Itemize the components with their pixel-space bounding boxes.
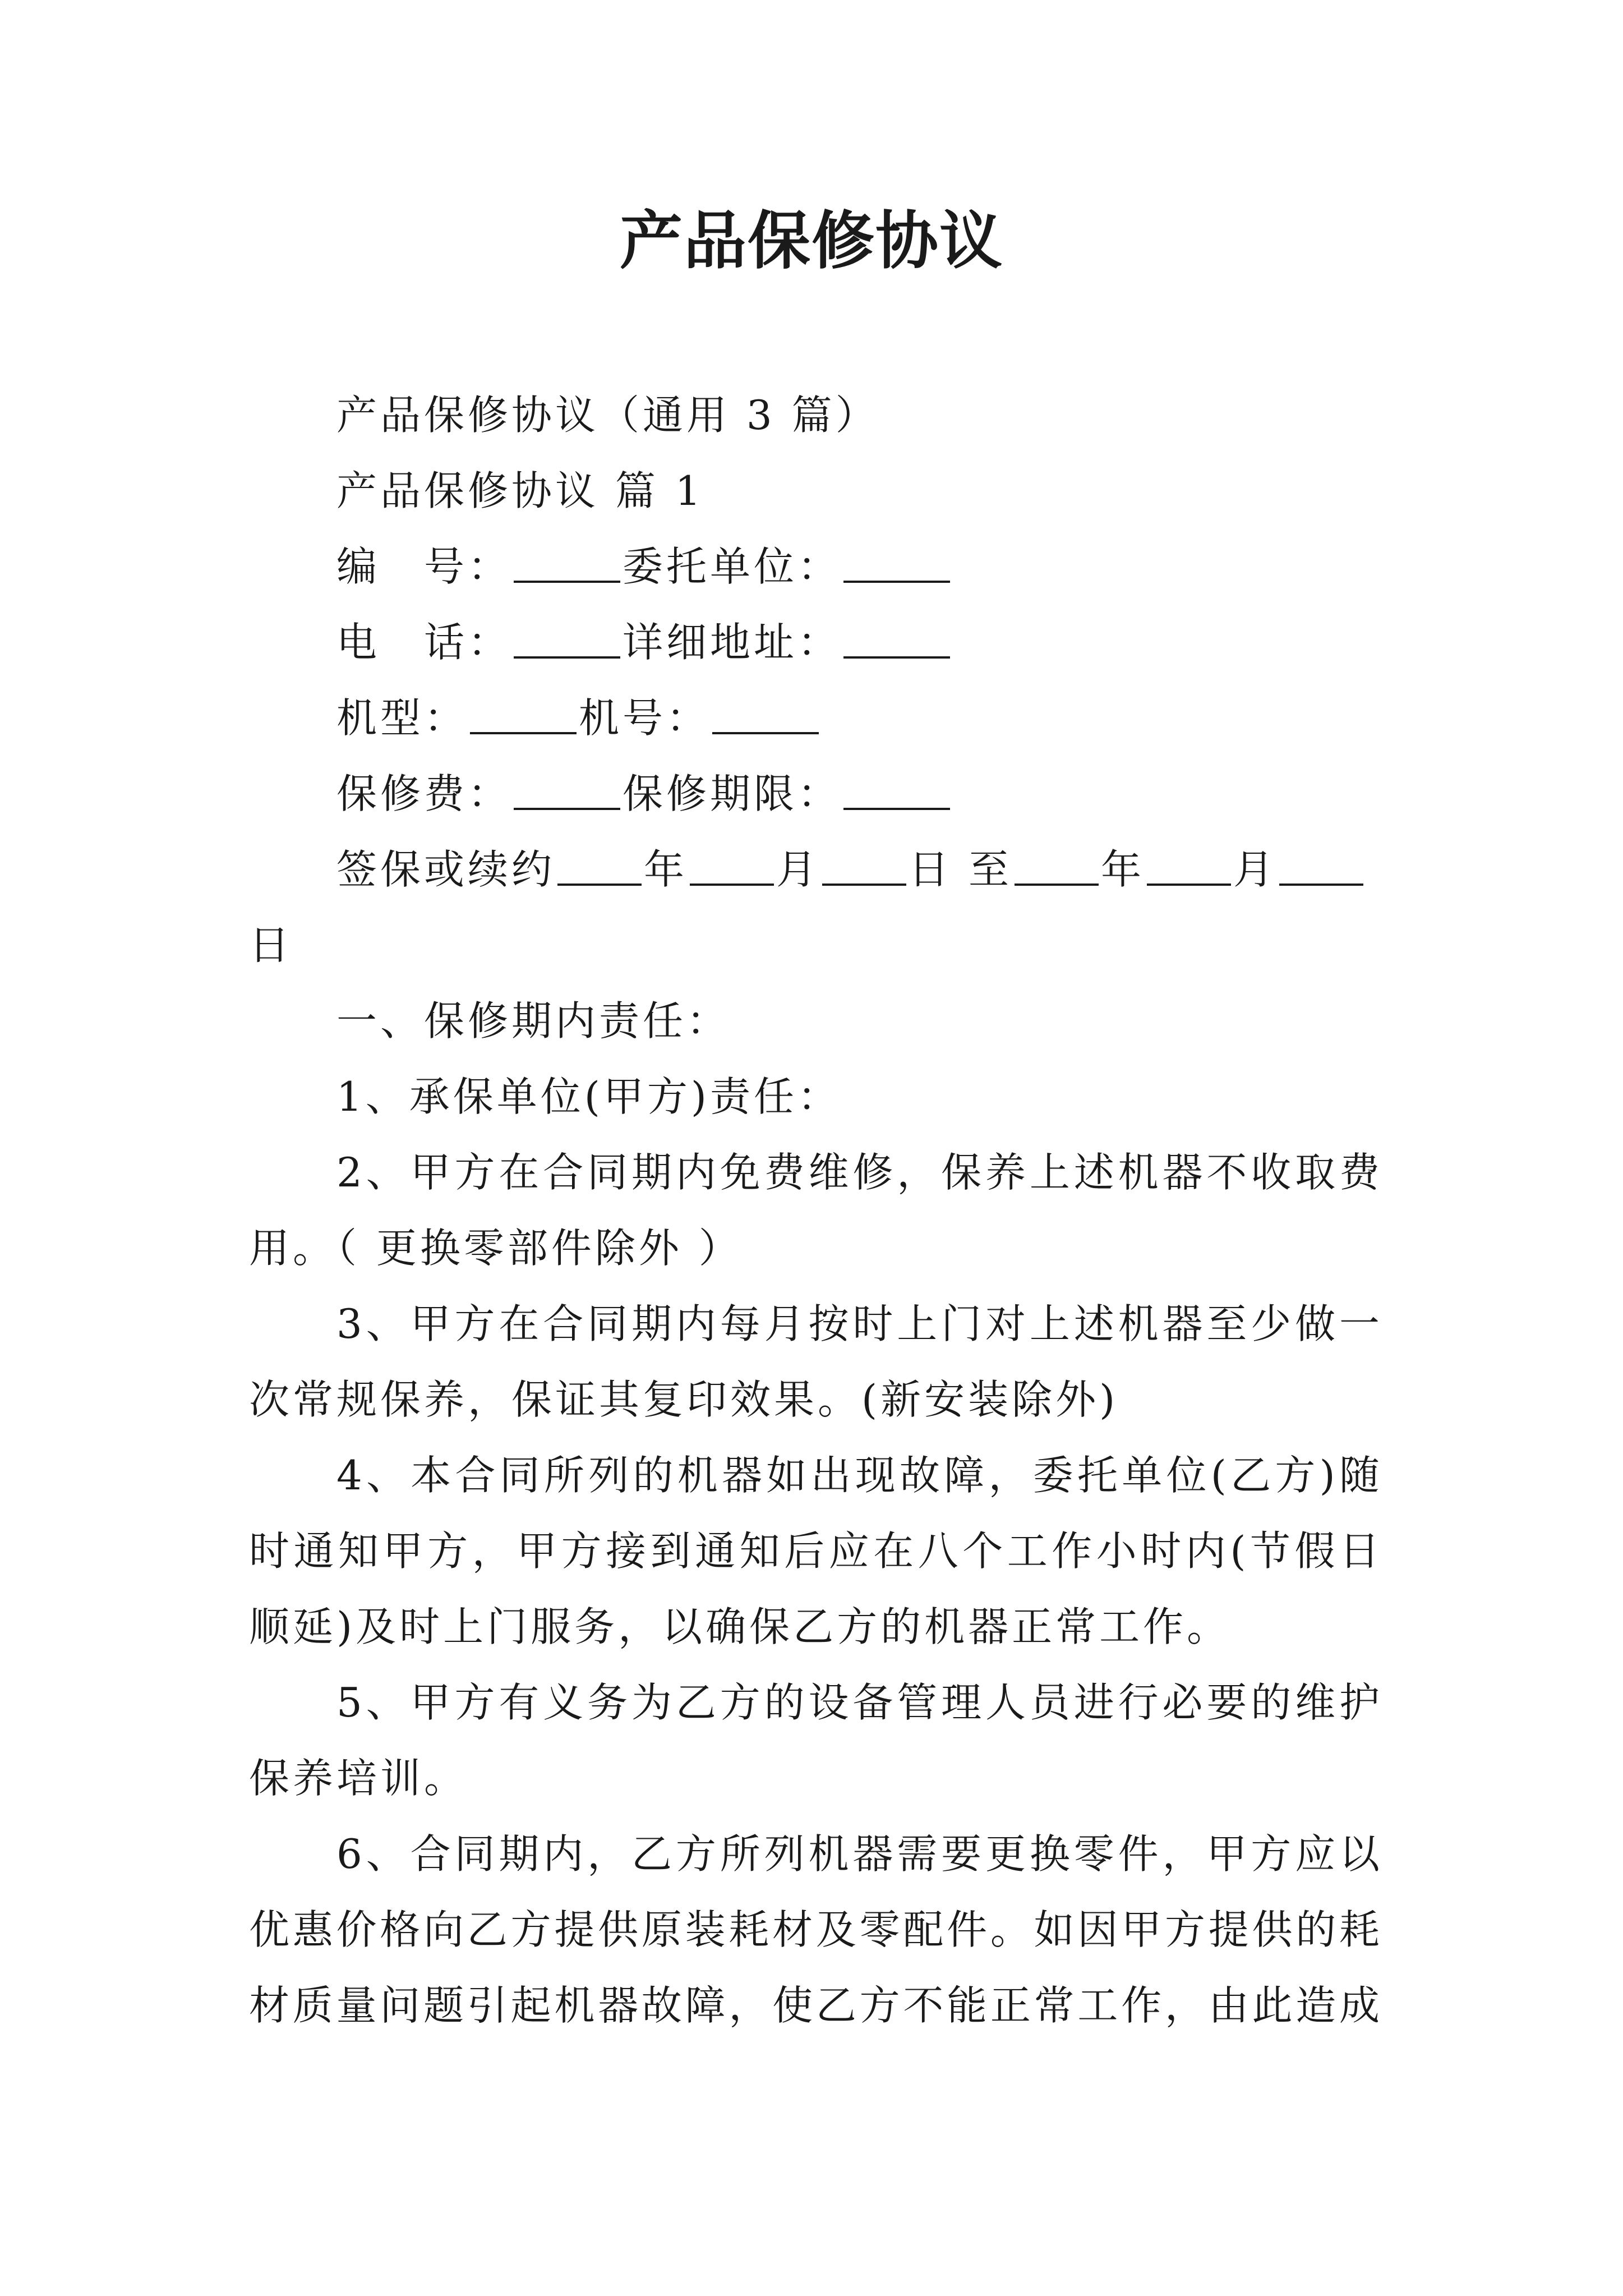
period-label: 保修期限： [623,770,842,817]
paragraph-line: 保养培训。 [249,1755,468,1802]
section-heading: 一、保修期内责任： [336,997,731,1045]
document-title: 产品保修协议 [620,204,1003,278]
address-blank [843,624,950,659]
form-line-serial [336,539,952,595]
fee-label: 保修费： [336,770,512,817]
period-blank [843,775,950,810]
paragraph-line: 顺延)及时上门服务，以确保乙方的机器正常工作。 [249,1603,1231,1650]
form-line-phone [336,614,952,670]
blank [690,851,774,886]
part-heading: 产品保修协议 篇 1 [336,467,704,514]
blank [1147,851,1231,886]
address-label: 详细地址： [623,619,842,666]
fee-blank [514,775,620,810]
blank [1279,851,1363,886]
paragraph-line: 4、本合同所列的机器如出现故障，委托单位(乙方)随 [336,1452,1380,1499]
blank [822,851,906,886]
form-line-model [336,690,821,746]
to-label: 至 [968,846,1012,893]
form-line-fee [336,766,952,822]
serial-blank [514,548,620,583]
paragraph-line: 3、甲方在合同期内每月按时上门对上述机器至少做一 [336,1300,1380,1347]
paragraph-line: 用。（ 更换零部件除外 ） [249,1225,743,1272]
blank [1015,851,1099,886]
subtitle: 产品保修协议（通用 3 篇） [336,392,879,439]
client-label: 委托单位： [623,543,842,590]
phone-blank [514,624,620,659]
phone-label: 电 话： [336,619,512,666]
paragraph-line: 时通知甲方，甲方接到通知后应在八个工作小时内(节假日 [249,1527,1380,1575]
paragraph-line: 2、甲方在合同期内免费维修，保养上述机器不收取费 [336,1149,1380,1196]
model-blank [470,700,577,734]
blank [557,851,642,886]
serial-label: 编 号： [336,543,512,590]
paragraph-line: 5、甲方有义务为乙方的设备管理人员进行必要的维护 [336,1679,1380,1726]
year-label: 年 [1100,846,1145,893]
machine-no-label: 机号： [579,694,711,742]
form-line-sign-cont: 日 [249,922,293,969]
model-label: 机型： [336,694,468,742]
paragraph-line: 6、合同期内，乙方所列机器需要更换零件，甲方应以 [336,1830,1380,1878]
paragraph-line: 材质量问题引起机器故障，使乙方不能正常工作，由此造成 [249,1982,1380,2029]
month-label: 月 [776,846,820,893]
month-label: 月 [1233,846,1277,893]
paragraph-line: 优惠价格向乙方提供原装耗材及零配件。如因甲方提供的耗 [249,1906,1380,1953]
machine-no-blank [712,700,819,734]
paragraph-line: 次常规保养，保证其复印效果。(新安装除外) [249,1376,1119,1423]
sign-label: 签保或续约 [336,846,556,893]
client-blank [843,548,950,583]
paragraph-line: 1、承保单位(甲方)责任： [336,1073,841,1120]
day-label: 日 [909,846,953,893]
form-line-sign [336,841,1366,898]
year-label: 年 [644,846,688,893]
